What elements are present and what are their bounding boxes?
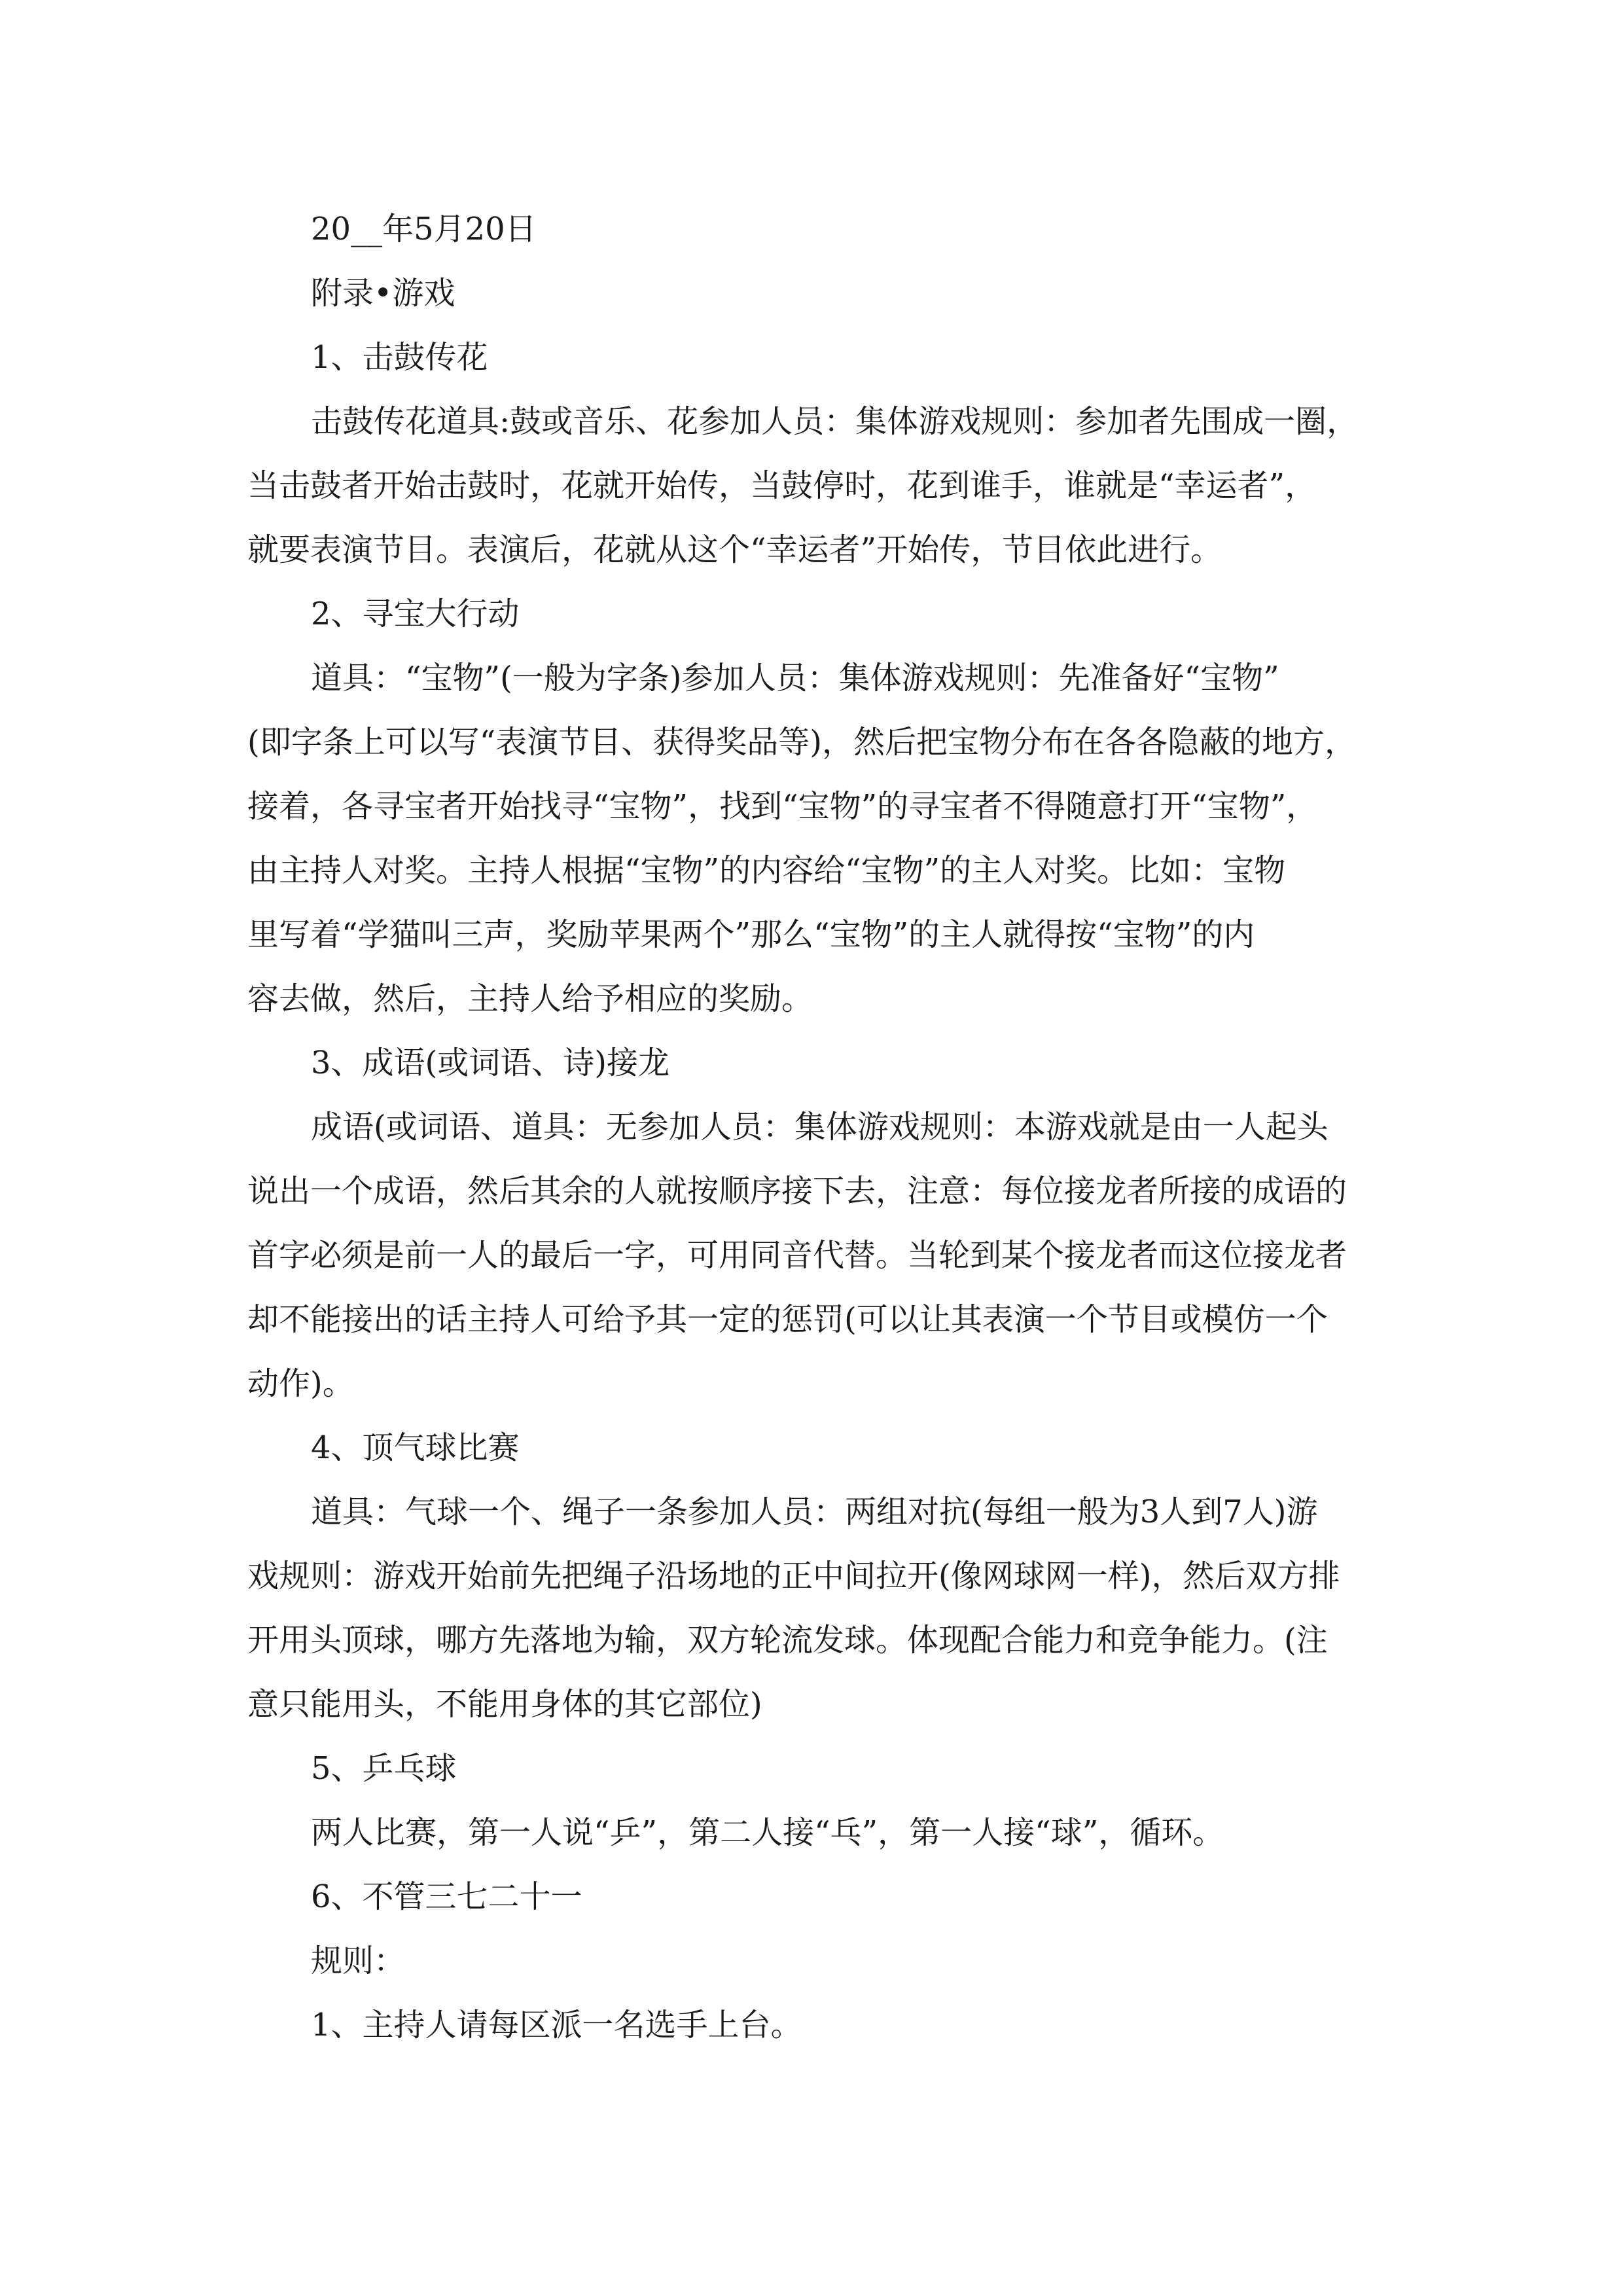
paragraph-line: 接着，各寻宝者开始找寻“宝物”，找到“宝物”的寻宝者不得随意打开“宝物”， [247,788,1318,825]
paragraph-line: (即字条上可以写“表演节目、获得奖品等)，然后把宝物分布在各各隐蔽的地方， [247,724,1356,761]
paragraph-line: 1、主持人请每区派一名选手上台。 [311,2007,802,2043]
paragraph-line: 意只能用头，不能用身体的其它部位) [247,1686,762,1723]
paragraph-line: 成语(或词语、道具：无参加人员：集体游戏规则：本游戏就是由一人起头 [311,1109,1329,1145]
paragraph-line: 戏规则：游戏开始前先把绳子沿场地的正中间拉开(像网球网一样)，然后双方排 [247,1558,1340,1594]
section-heading: 2、寻宝大行动 [311,596,520,632]
paragraph-line: 道具：气球一个、绳子一条参加人员：两组对抗(每组一般为3人到7人)游 [311,1494,1318,1530]
date-line: 20__年5月20日 [311,211,537,247]
paragraph-line: 就要表演节目。表演后，花就从这个“幸运者”开始传，节目依此进行。 [247,531,1222,568]
appendix-title: 附录•游戏 [311,275,455,312]
section-heading: 6、不管三七二十一 [311,1878,582,1915]
paragraph-line: 当击鼓者开始击鼓时，花就开始传，当鼓停时，花到谁手，谁就是“幸运者”， [247,467,1317,504]
section-heading: 3、成语(或词语、诗)接龙 [311,1045,669,1081]
paragraph-line: 规则： [311,1943,406,1979]
section-heading: 4、顶气球比赛 [311,1429,520,1466]
paragraph-line: 两人比赛，第一人说“乒”，第二人接“乓”，第一人接“球”，循环。 [311,1814,1224,1851]
paragraph-line: 容去做，然后，主持人给予相应的奖励。 [247,980,813,1017]
paragraph-line: 里写着“学猫叫三声，奖励苹果两个”那么“宝物”的主人就得按“宝物”的内 [247,916,1255,953]
section-heading: 5、乒乓球 [311,1750,457,1787]
section-heading: 1、击鼓传花 [311,339,488,376]
paragraph-line: 动作)。 [247,1365,354,1402]
paragraph-line: 由主持人对奖。主持人根据“宝物”的内容给“宝物”的主人对奖。比如：宝物 [247,852,1286,889]
paragraph-line: 击鼓传花道具:鼓或音乐、花参加人员：集体游戏规则：参加者先围成一圈， [311,403,1359,440]
paragraph-line: 开用头顶球，哪方先落地为输，双方轮流发球。体现配合能力和竞争能力。(注 [247,1622,1328,1659]
paragraph-line: 说出一个成语，然后其余的人就按顺序接下去，注意：每位接龙者所接的成语的 [247,1173,1347,1210]
paragraph-line: 却不能接出的话主持人可给予其一定的惩罚(可以让其表演一个节目或模仿一个 [247,1301,1328,1338]
paragraph-line: 道具：“宝物”(一般为字条)参加人员：集体游戏规则：先准备好“宝物” [311,660,1279,696]
paragraph-line: 首字必须是前一人的最后一字，可用同音代替。当轮到某个接龙者而这位接龙者 [247,1237,1347,1274]
